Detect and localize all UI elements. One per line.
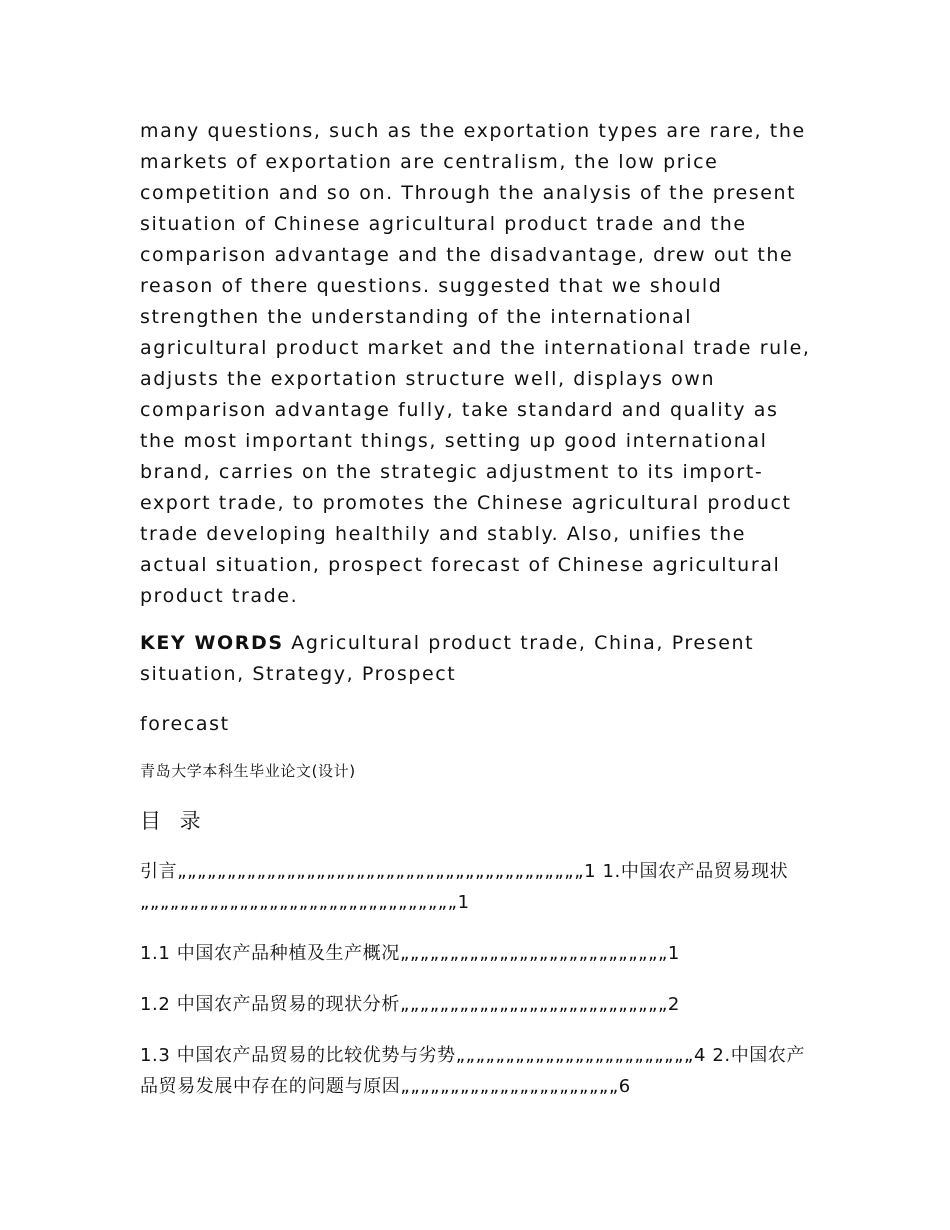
abstract-paragraph: many questions, such as the exportation types are rare, the markets of exportation are centralism, the low price competition and so on. Through the analysis of the present situation of Chinese agricultural product trade and the comparison advantage and the disadvantage, drew out the reason of there questions. suggested that we should strengthen the understanding of the international agricultural product market and the international trade rule, adjusts the exportation structure well, displays own comparison advantage fully, take standard and quality as the most important things, setting up good international brand, carries on the strategic adjustment to its import-export trade, to promotes the Chinese agricultural product trade developing healthily and stably. Also, unifies the actual situation, prospect forecast of Chinese agricultural product trade. [140,120,811,607]
toc-entry-intro: 引言„„„„„„„„„„„„„„„„„„„„„„„„„„„„„„„„„„„„„„„„„1 1.中国农产品贸易现状„„„„„„„„„„„„„„„„„„„„„„„„„„„„„„„„1 [140,861,789,913]
toc-entry-1-3: 1.3 中国农产品贸易的比较优势与劣势„„„„„„„„„„„„„„„„„„„„„„„„4 2.中国农产品贸易发展中存在的问题与原因„„„„„„„„„„„„„„„„„„„„„„6 [140,1045,806,1097]
toc-entry-1-2: 1.2 中国农产品贸易的现状分析„„„„„„„„„„„„„„„„„„„„„„„„„„„2 [140,994,680,1015]
toc-entry-1-1: 1.1 中国农产品种植及生产概况„„„„„„„„„„„„„„„„„„„„„„„„„„„1 [140,943,680,964]
keywords-label: KEY WORDS [140,632,284,654]
keywords-continued: forecast [140,713,230,735]
page-content [140,116,812,1102]
thesis-header-note: 青岛大学本科生毕业论文(设计) [140,762,356,780]
toc-title: 目 录 [140,809,207,833]
keywords-paragraph [140,628,812,690]
keywords-text: Agricultural product trade, China, Present situation, Strategy, Prospect [140,632,755,685]
